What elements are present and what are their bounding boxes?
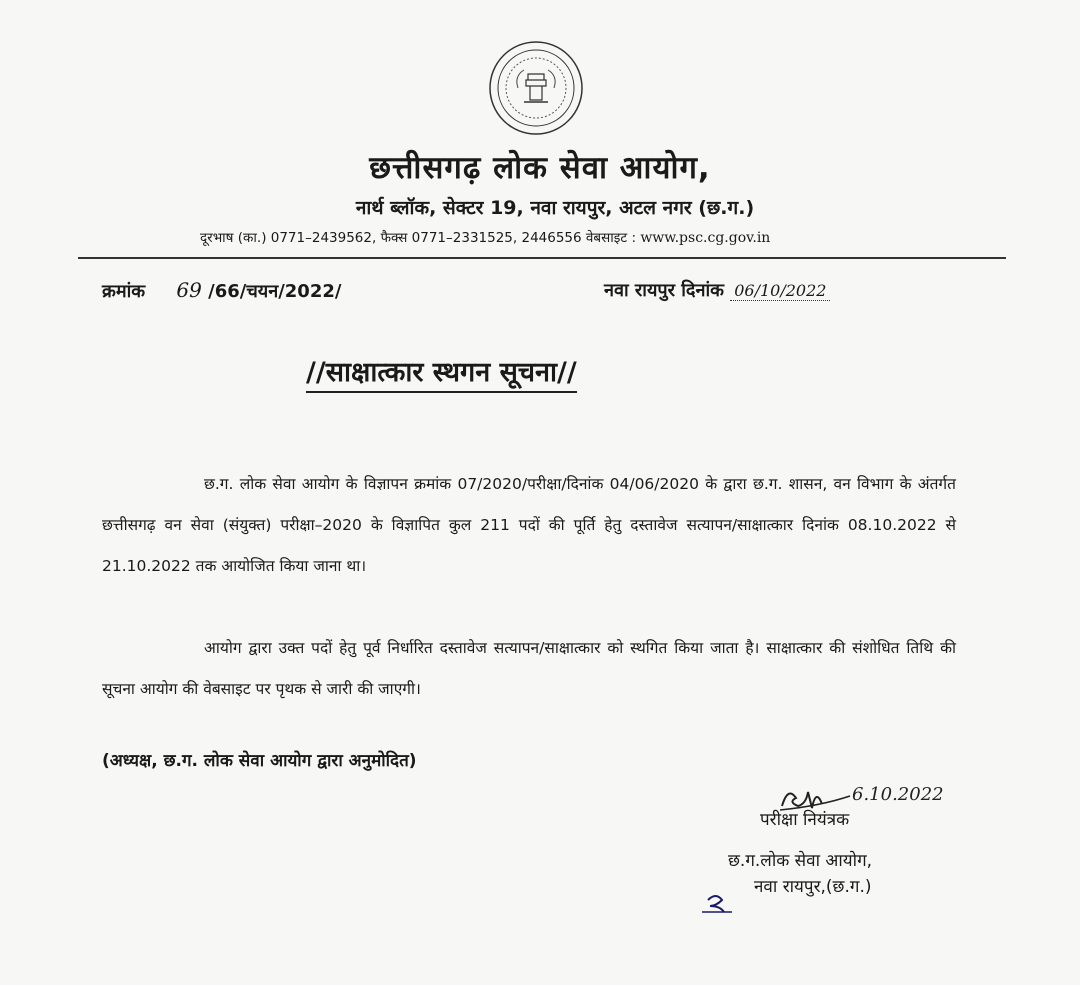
commission-emblem-seal (488, 40, 584, 136)
handwritten-date: 06/10/2022 (730, 281, 830, 301)
reference-number (102, 278, 341, 303)
issue-date (604, 278, 830, 302)
handwritten-initial (700, 890, 736, 916)
reference-rest: /66/चयन/2022/ (208, 281, 342, 302)
reference-label: क्रमांक (102, 281, 146, 302)
date-label: नवा रायपुर दिनांक (604, 280, 724, 301)
notice-title: //साक्षात्कार स्थगन सूचना// (306, 352, 577, 393)
organization-name: छत्तीसगढ़ लोक सेवा आयोग, (369, 150, 711, 186)
signature-date: 6.10.2022 (852, 784, 944, 805)
website-link[interactable]: www.psc.cg.gov.in (640, 230, 771, 246)
notice-paragraph-1: छ.ग. लोक सेवा आयोग के विज्ञापन क्रमांक 07/2020/परीक्षा/दिनांक 04/06/2020 के द्वारा छ.ग. शासन, वन विभाग के अंतर्गत छत्तीसगढ़ वन सेवा (संयुक्त) परीक्षा–2020 के विज्ञापित कुल 211 पदों की पूर्ति हेतु दस्तावेज सत्यापन/साक्षात्कार दिनांक 08.10.2022 से 21.10.2022 तक आयोजित किया जाना था। (102, 475, 956, 575)
approval-note: (अध्यक्ष, छ.ग. लोक सेवा आयोग द्वारा अनुमोदित) (102, 751, 417, 771)
signatory-designation: परीक्षा नियंत्रक (760, 810, 850, 830)
contact-line (200, 228, 770, 246)
reference-handwritten-number: 69 (176, 278, 202, 302)
header-divider (78, 257, 1006, 259)
signatory-organization: छ.ग.लोक सेवा आयोग, (728, 851, 873, 871)
notice-paragraph-2: आयोग द्वारा उक्त पदों हेतु पूर्व निर्धारित दस्तावेज सत्यापन/साक्षात्कार को स्थगित किया जाता है। साक्षात्कार की संशोधित तिथि की सूचना आयोग की वेबसाइट पर पृथक से जारी की जाएगी। (102, 639, 956, 698)
signatory-place: नवा रायपुर,(छ.ग.) (754, 877, 872, 897)
organization-address: नार्थ ब्लॉक, सेक्टर 19, नवा रायपुर, अटल नगर (छ.ग.) (355, 197, 755, 219)
contact-details: दूरभाष (का.) 0771–2439562, फैक्स 0771–2331525, 2446556 वेबसाइट : (200, 230, 637, 246)
